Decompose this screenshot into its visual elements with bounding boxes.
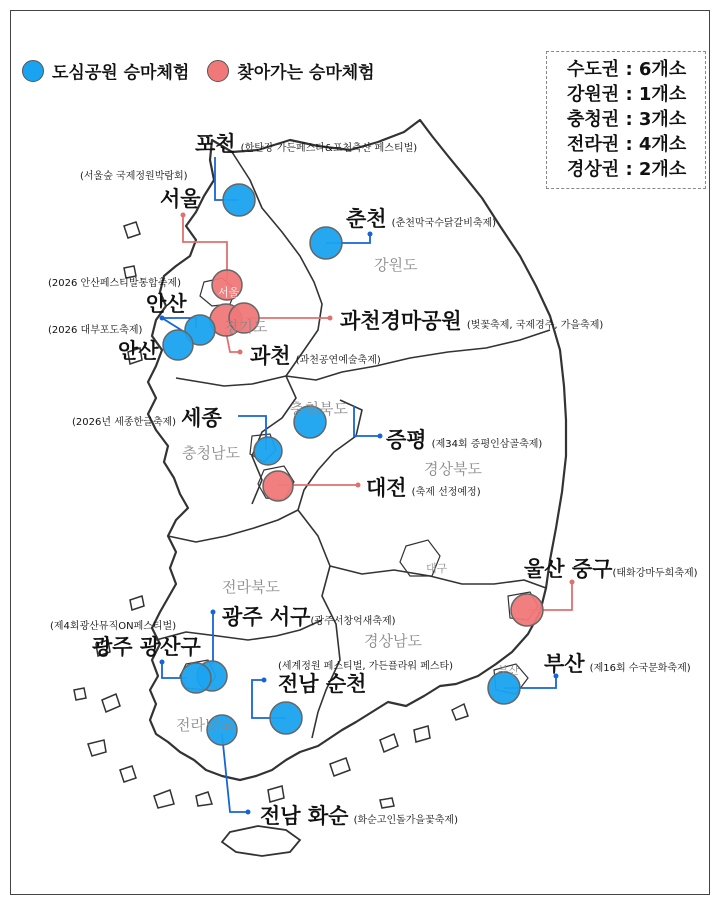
site-event: (2026년 세종한글축제) — [72, 417, 177, 428]
jeju-island — [222, 826, 300, 856]
site-name: 전남 화순 — [260, 804, 349, 828]
marker-chuncheon — [310, 227, 342, 259]
site-label-gwacheon — [250, 340, 381, 370]
site-name: 춘천 — [346, 207, 387, 231]
region-label-busan: 부산 — [498, 664, 520, 677]
site-label-seoul-name — [160, 183, 201, 213]
site-event: (벚꽃축제, 국제경주, 가을축제) — [466, 320, 604, 331]
site-name: 울산 중구 — [524, 557, 613, 581]
site-label-suncheon-name — [278, 668, 366, 698]
site-label-ansan2-name — [118, 335, 159, 365]
site-label-chuncheon — [346, 203, 496, 233]
site-label-gwangju-gwangsan-name — [92, 631, 201, 661]
site-name: 광주 광산구 — [92, 635, 201, 659]
legend-item-urban-park — [22, 58, 189, 83]
summary-row: 수도권 : 6개소 — [567, 59, 687, 80]
site-name: 광주 서구 — [222, 605, 311, 629]
summary-row: 충청권 : 3개소 — [567, 109, 687, 130]
site-event: (2026 안산페스티발통합축제) — [48, 278, 182, 289]
region-label-gyeongnam: 경상남도 — [364, 632, 422, 650]
site-event: (제16회 수국문화축제) — [589, 663, 691, 674]
legend-item-visiting — [207, 58, 374, 83]
summary-box — [546, 51, 706, 189]
site-label-busan — [544, 648, 691, 678]
region-label-chungnam: 충청남도 — [182, 444, 240, 462]
site-event: (서울숲 국제정원박람회) — [80, 171, 188, 182]
region-label-gyeonggi: 경기도 — [224, 318, 268, 336]
site-label-daejeon — [366, 472, 481, 502]
region-label-jeonnam: 전라남도 — [176, 716, 234, 734]
site-event: (제4회광산뮤직ON페스티벌) — [50, 621, 177, 632]
summary-row: 경상권 : 2개소 — [567, 159, 687, 180]
marker-pocheon — [223, 184, 255, 216]
site-event: (축제 선정예정) — [411, 487, 481, 498]
site-event: (춘천막국수닭갈비축제) — [391, 218, 497, 229]
marker-ansan2 — [163, 330, 193, 360]
site-event: (세계정원 페스티벌, 가든플라워 페스타) — [278, 661, 454, 672]
site-name: 서울 — [160, 187, 201, 211]
site-event: (화순고인돌가을꽃축제) — [353, 815, 458, 826]
region-label-gangwon: 강원도 — [374, 256, 418, 274]
site-name: 안산 — [146, 292, 187, 316]
legend-label: 도심공원 승마체험 — [52, 63, 190, 83]
site-event: (과천공연예술축제) — [295, 355, 381, 366]
site-label-pocheon — [195, 128, 417, 158]
region-label-gyeongbuk: 경상북도 — [424, 460, 482, 478]
site-label-ansan1-name — [146, 288, 187, 318]
legend — [22, 58, 393, 83]
summary-row: 강원권 : 1개소 — [567, 84, 687, 105]
site-name: 대전 — [366, 476, 407, 500]
marker-daejeon — [263, 471, 293, 501]
legend-dot-red — [207, 60, 229, 82]
site-name: 포천 — [195, 132, 236, 156]
site-name: 증평 — [386, 428, 427, 452]
site-label-gwacheon-park — [340, 305, 603, 335]
site-name: 세종 — [181, 406, 222, 430]
marker-gwangju-gwangsan — [181, 663, 211, 693]
site-name: 과천 — [250, 344, 291, 368]
region-label-seoul: 서울 — [218, 286, 240, 299]
site-label-jeungpyeong — [386, 424, 542, 454]
site-event: (광주서창억새축제) — [310, 616, 396, 627]
marker-suncheon — [270, 702, 302, 734]
site-name: 과천경마공원 — [340, 309, 462, 333]
legend-dot-blue — [22, 60, 44, 82]
site-label-ulsan — [524, 553, 698, 583]
site-event: (한탄강 가든페스타&포천축산 페스티벌) — [240, 143, 418, 154]
site-name: 전남 순천 — [278, 672, 367, 696]
site-label-seoul — [80, 164, 188, 183]
site-label-gwangju-seogu — [222, 601, 396, 631]
site-event: (제34회 증평인삼골축제) — [431, 439, 543, 450]
site-name: 안산 — [118, 339, 159, 363]
summary-row: 전라권 : 4개소 — [567, 134, 687, 155]
site-label-hwasun — [260, 800, 458, 830]
region-label-chungbuk: 충청북도 — [290, 400, 348, 418]
legend-label: 찾아가는 승마체험 — [237, 63, 375, 83]
site-name: 부산 — [544, 652, 585, 676]
site-label-sejong — [72, 402, 222, 432]
site-event: (태화강마두희축제) — [612, 568, 698, 579]
marker-ulsan — [511, 594, 543, 626]
region-label-jeonbuk: 전라북도 — [222, 578, 280, 596]
site-event: (2026 대부포도축제) — [48, 325, 143, 336]
marker-sejong — [254, 437, 282, 465]
region-label-daegu: 대구 — [426, 562, 448, 575]
